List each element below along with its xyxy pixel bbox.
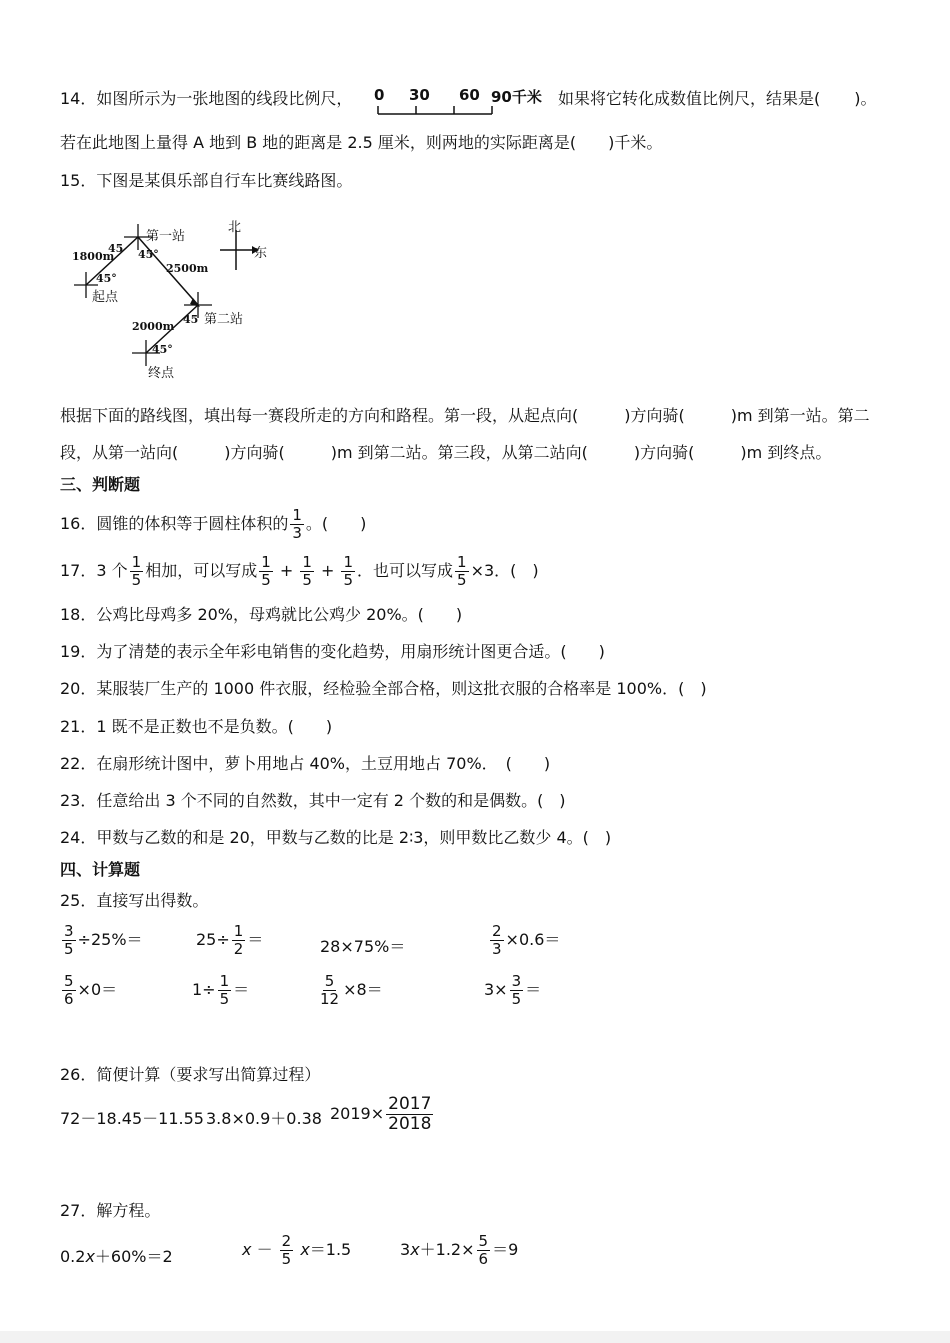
- q17-frac-3-num: 1: [302, 553, 312, 571]
- q16-frac-den: 3: [292, 524, 302, 542]
- q14-text-b: 如果将它转化成数值比例尺，结果是(: [558, 89, 821, 108]
- q25-r2c4-pre: 3×: [484, 980, 508, 999]
- q17-frac-3: [300, 555, 314, 588]
- q26-expr2: 3.8×0.9＋0.38: [206, 1109, 322, 1128]
- q16: [60, 508, 366, 541]
- q25-r2c2-num: 1: [219, 972, 230, 990]
- section-calculation-heading: 四、计算题: [60, 860, 141, 879]
- q25-r1c1-rest: ÷25%＝: [77, 930, 143, 949]
- q14-text-c: )。: [854, 89, 877, 108]
- q17-frac-1-den: 5: [131, 571, 142, 589]
- q17: [60, 554, 539, 588]
- q17-frac-4-den: 5: [343, 571, 354, 589]
- q27-eq1-rest: ＋60%＝2: [94, 1247, 173, 1266]
- q15-t1a: 根据下面的路线图，填出每一赛段所走的方向和路程。第一段，从起点向(: [60, 406, 579, 425]
- q25-r2c3: [316, 974, 383, 1007]
- section-judgement-heading: 三、判断题: [60, 475, 141, 494]
- q25-r2c4: [484, 974, 541, 1007]
- q14-line1: [60, 88, 352, 110]
- q27-eq2-frac: [280, 1234, 294, 1267]
- q25-r1c1-num: 3: [64, 922, 74, 940]
- q25-r2c1: [60, 974, 117, 1007]
- q27-eq3: [400, 1234, 518, 1267]
- q25-r2c1-rest: ×0＝: [77, 980, 118, 999]
- q17-frac-4-num: 1: [343, 553, 354, 571]
- q23: 23．任意给出 3 个不同的自然数，其中一定有 2 个数的和是偶数。( ): [60, 791, 566, 810]
- map-distance-1: 1800m: [72, 250, 115, 263]
- q27-eq3-num: 5: [478, 1232, 489, 1250]
- q25-r1c2-num: 1: [233, 922, 244, 940]
- q14-line1-right: [558, 88, 877, 110]
- q22: 22．在扇形统计图中，萝卜用地占 40%，土豆用地占 70%． ( ): [60, 754, 551, 773]
- q14-line2-b: )千米。: [608, 133, 663, 152]
- q25-title: 25．直接写出得数。: [60, 891, 209, 910]
- map-station2-label: 第二站: [204, 312, 244, 327]
- map-end-label: 终点: [148, 366, 175, 381]
- q17-frac-5-num: 1: [457, 553, 467, 571]
- q18: 18．公鸡比母鸡多 20%，母鸡就比公鸡少 20%。( ): [60, 605, 463, 624]
- scale-label-30: 30: [409, 86, 430, 104]
- map-distance-2: 2500m: [166, 262, 209, 275]
- scale-label-0: 0: [374, 86, 385, 104]
- q26-expr1: 72－18.45－11.55: [60, 1109, 204, 1128]
- q26-expr3-pre: 2019×: [330, 1104, 385, 1123]
- q27-eq3-den: 6: [478, 1250, 489, 1268]
- q17-text-a: 17．3 个: [60, 561, 128, 580]
- q21: 21．1 既不是正数也不是负数。( ): [60, 717, 333, 736]
- q17-frac-2-den: 5: [261, 571, 271, 589]
- q16-frac-num: 1: [292, 506, 302, 524]
- q25-r1c2-rest: ＝: [247, 930, 264, 949]
- q14-line2: [60, 132, 662, 154]
- q17-frac-2: [259, 555, 273, 588]
- q25-r1c4-frac: [490, 924, 504, 957]
- scale-label-60: 60: [459, 86, 480, 104]
- q25-r1c2-frac: [232, 924, 246, 957]
- q25-r2c4-rest: ＝: [525, 980, 542, 999]
- q15-text-line1: [60, 405, 870, 427]
- q15-text-line2: [60, 442, 831, 464]
- q15-intro: 15．下图是某俱乐部自行车比赛线路图。: [60, 171, 353, 190]
- q25-r2c1-num: 5: [64, 972, 74, 990]
- q25-r1c1-frac: [62, 924, 76, 957]
- q25-r2c2-pre: 1÷: [192, 980, 216, 999]
- q16-fraction: [290, 508, 304, 541]
- q17-frac-4: [341, 555, 355, 588]
- q15-t2b: )方向骑(: [224, 443, 285, 462]
- map-station1-label: 第一站: [146, 229, 186, 244]
- q27-eq1: [60, 1244, 173, 1267]
- q27-eq3-mid: ＋1.2×: [419, 1240, 475, 1259]
- q25-r1c4-rest: ×0.6＝: [505, 930, 561, 949]
- q25-r1c1-den: 5: [64, 940, 74, 958]
- map-angle-station1-right: 45°: [138, 248, 159, 261]
- q15-t2c: )m 到第二站。第三段，从第二站向(: [330, 443, 588, 462]
- q25-r1c1: [60, 924, 143, 957]
- q25-r1c2-pre: 25÷: [196, 930, 230, 949]
- q26-expr3-den: 2018: [388, 1114, 432, 1134]
- q15-t1c: )m 到第一站。第二: [730, 406, 870, 425]
- map-angle-end: 45°: [152, 343, 173, 356]
- q17-frac-5: [455, 555, 469, 588]
- q27-eq3-rest: ＝9: [492, 1240, 519, 1259]
- q27-eq3-x: x: [410, 1240, 420, 1259]
- q25-r2c3-num: 5: [324, 972, 335, 990]
- q17-text-c: ．也可以写成: [357, 561, 454, 580]
- q15-t2a: 段，从第一站向(: [60, 443, 179, 462]
- scale-label-90: 90千米: [491, 88, 542, 106]
- map-angle-station2: 45: [183, 313, 199, 326]
- q25-r1c4: [488, 924, 560, 957]
- q25-r2c3-den: 12: [320, 990, 340, 1008]
- q25-r2c3-rest: ×8＝: [343, 980, 383, 999]
- q25-r1c4-num: 2: [492, 922, 502, 940]
- q25-r2c2-rest: ＝: [233, 980, 250, 999]
- q17-text-d: ×3．( ): [470, 561, 539, 580]
- q27-title: 27．解方程。: [60, 1201, 161, 1220]
- q25-r2c4-frac: [510, 974, 524, 1007]
- q24: 24．甲数与乙数的和是 20，甲数与乙数的比是 2∶3，则甲数比乙数少 4。( ): [60, 828, 612, 847]
- q26-expr3-frac: [386, 1096, 433, 1133]
- q16-text-a: 16．圆锥的体积等于圆柱体积的: [60, 514, 289, 533]
- q26-title: 26．简便计算（要求写出简算过程）: [60, 1065, 321, 1084]
- q16-text-b: 。( ): [305, 514, 367, 533]
- q25-r1c2: [196, 924, 263, 957]
- q17-plus-2: +: [320, 561, 335, 580]
- q26-expr3-num: 2017: [388, 1094, 432, 1114]
- map-angle-station1-left: 45: [108, 242, 124, 255]
- q27-eq1-coef: 0.2: [60, 1247, 86, 1266]
- q17-frac-3-den: 5: [302, 571, 312, 589]
- q14-line2-a: 若在此地图上量得 A 地到 B 地的距离是 2.5 厘米，则两地的实际距离是(: [60, 133, 577, 152]
- q25-r2c3-frac: [318, 974, 341, 1007]
- q15-t2d: )方向骑(: [633, 443, 695, 462]
- q27-eq1-x: x: [85, 1247, 95, 1266]
- map-angle-start: 45°: [96, 272, 117, 285]
- q17-frac-1: [130, 555, 144, 588]
- q27-eq3-frac: [477, 1234, 491, 1267]
- q17-frac-5-den: 5: [457, 571, 467, 589]
- q26-expr3: [330, 1096, 435, 1133]
- q17-plus-1: +: [279, 561, 294, 580]
- q25-r2c2-frac: [218, 974, 232, 1007]
- q27-eq3-coef: 3: [400, 1240, 411, 1259]
- page-bottom-band: [0, 1331, 950, 1343]
- q27-eq2-x2: x: [300, 1240, 310, 1259]
- q25-r2c4-num: 3: [511, 972, 522, 990]
- q15-t2e: )m 到终点。: [740, 443, 832, 462]
- q27-eq2-minus: －: [256, 1240, 273, 1259]
- q27-eq2-x1: x: [242, 1240, 252, 1259]
- map-distance-3: 2000m: [132, 320, 175, 333]
- q25-r2c2: [192, 974, 249, 1007]
- map-north-label: 北: [228, 220, 242, 235]
- q25-r2c4-den: 5: [511, 990, 522, 1008]
- q27-eq2-den: 5: [281, 1250, 292, 1268]
- q25-r1c2-den: 2: [233, 940, 244, 958]
- q14-text-a: 14．如图所示为一张地图的线段比例尺，: [60, 89, 353, 108]
- q27-eq2: [242, 1234, 351, 1267]
- q20: 20．某服装厂生产的 1000 件衣服，经检验全部合格，则这批衣服的合格率是 100%．( ): [60, 679, 707, 698]
- q19: 19．为了清楚的表示全年彩电销售的变化趋势，用扇形统计图更合适。( ): [60, 642, 605, 661]
- q17-text-b: 相加，可以写成: [145, 561, 258, 580]
- q27-eq2-rest: ＝1.5: [309, 1240, 352, 1259]
- map-east-label: 东: [254, 246, 268, 261]
- q25-r1c3: 28×75%＝: [320, 937, 406, 956]
- q17-frac-1-num: 1: [131, 553, 142, 571]
- q15-t1b: )方向骑(: [624, 406, 685, 425]
- map-start-label: 起点: [92, 290, 119, 305]
- q25-r2c1-den: 6: [64, 990, 74, 1008]
- q17-frac-2-num: 1: [261, 553, 271, 571]
- q25-r1c4-den: 3: [492, 940, 502, 958]
- q27-eq2-num: 2: [281, 1232, 292, 1250]
- q25-r2c1-frac: [62, 974, 76, 1007]
- q25-r2c2-den: 5: [219, 990, 230, 1008]
